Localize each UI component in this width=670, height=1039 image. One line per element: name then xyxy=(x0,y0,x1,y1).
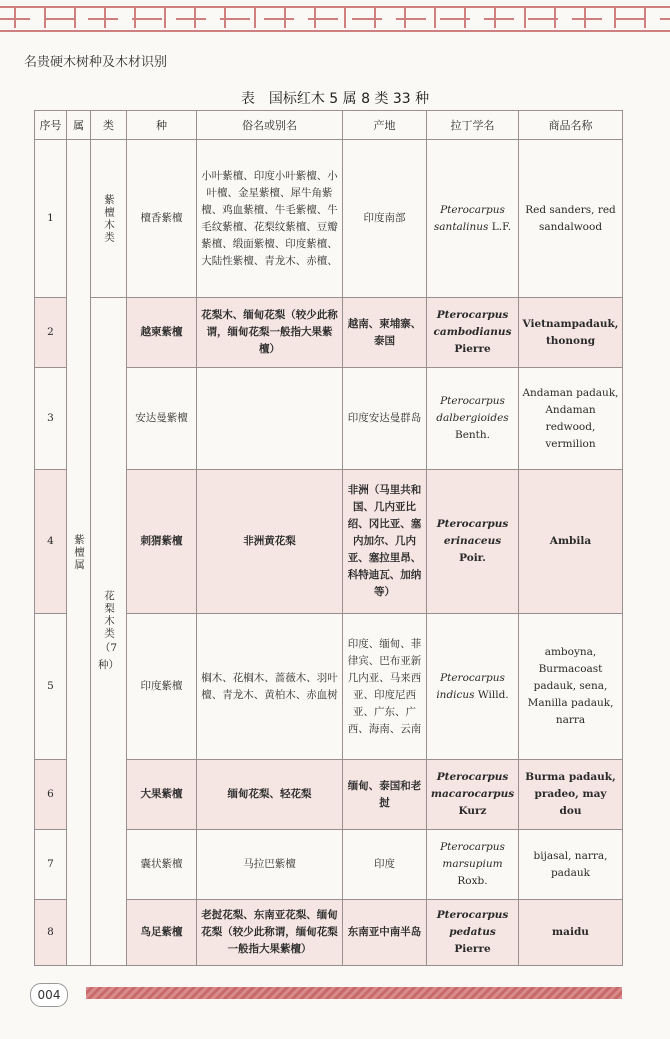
table-row xyxy=(35,140,623,298)
latin-cell: Pterocarpus indicus Willd. xyxy=(427,614,519,760)
latin-cell: Pterocarpus cambodianus Pierre xyxy=(427,298,519,368)
page-number: 004 xyxy=(30,983,68,1007)
trade-cell: Ambila xyxy=(519,470,623,614)
col-header-species: 种 xyxy=(127,111,197,140)
table-header-row xyxy=(35,111,623,140)
row-no: 1 xyxy=(35,140,67,298)
col-header-genus: 属 xyxy=(67,111,91,140)
col-header-alias: 俗名或别名 xyxy=(197,111,343,140)
latin-cell: Pterocarpus marsupium Roxb. xyxy=(427,830,519,900)
species-cell: 大果紫檀 xyxy=(127,760,197,830)
trade-cell: Burma padauk, pradeo, may dou xyxy=(519,760,623,830)
col-header-class: 类 xyxy=(91,111,127,140)
species-cell: 印度紫檀 xyxy=(127,614,197,760)
alias-cell: 缅甸花梨、轻花梨 xyxy=(197,760,343,830)
species-cell: 安达曼紫檀 xyxy=(127,368,197,470)
class-count: （7种） xyxy=(98,641,119,671)
row-no: 5 xyxy=(35,614,67,760)
row-no: 6 xyxy=(35,760,67,830)
row-no: 3 xyxy=(35,368,67,470)
alias-cell: 花梨木、缅甸花梨（较少此称谓，缅甸花梨一般指大果紫檀） xyxy=(197,298,343,368)
decorative-fret-border xyxy=(0,0,670,36)
row-no: 7 xyxy=(35,830,67,900)
trade-cell: Andaman padauk, Andaman redwood, vermilion xyxy=(519,368,623,470)
genus-cell xyxy=(67,140,91,966)
rosewood-table xyxy=(34,110,623,966)
species-cell: 囊状紫檀 xyxy=(127,830,197,900)
species-cell: 刺猬紫檀 xyxy=(127,470,197,614)
origin-cell: 印度、缅甸、菲律宾、巴布亚新几内亚、马来西亚、印度尼西亚、广东、广西、海南、云南 xyxy=(343,614,427,760)
col-header-origin: 产地 xyxy=(343,111,427,140)
species-cell: 越柬紫檀 xyxy=(127,298,197,368)
alias-cell: 老挝花梨、东南亚花梨、缅甸花梨（较少此称谓，缅甸花梨一般指大果紫檀） xyxy=(197,900,343,966)
latin-cell: Pterocarpus dalbergioides Benth. xyxy=(427,368,519,470)
origin-cell: 印度南部 xyxy=(343,140,427,298)
col-header-no: 序号 xyxy=(35,111,67,140)
trade-cell: amboyna, Burmacoast padauk, sena, Manilla padauk, narra xyxy=(519,614,623,760)
class-label-2: 花梨木类 xyxy=(103,589,115,640)
footer-decorative-band xyxy=(86,987,622,999)
origin-cell: 印度安达曼群岛 xyxy=(343,368,427,470)
origin-cell: 印度 xyxy=(343,830,427,900)
species-cell: 鸟足紫檀 xyxy=(127,900,197,966)
origin-cell: 非洲（马里共和国、几内亚比绍、冈比亚、塞内加尔、几内亚、塞拉里昂、科特迪瓦、加纳等） xyxy=(343,470,427,614)
genus-label: 紫檀属 xyxy=(73,533,85,572)
alias-cell: 榈木、花榈木、蔷薇木、羽叶檀、青龙木、黄柏木、赤血树 xyxy=(197,614,343,760)
row-no: 8 xyxy=(35,900,67,966)
trade-cell: bijasal, narra, padauk xyxy=(519,830,623,900)
alias-cell xyxy=(197,368,343,470)
trade-cell: Vietnampadauk, thonong xyxy=(519,298,623,368)
origin-cell: 缅甸、泰国和老挝 xyxy=(343,760,427,830)
alias-cell: 小叶紫檀、印度小叶紫檀、小叶檀、金星紫檀、犀牛角紫檀、鸡血紫檀、牛毛紫檀、牛毛纹紫檀、花梨纹紫檀、豆瓣紫檀、缎面紫檀、印度紫檀、大陆性紫檀、青龙木、赤檀、 xyxy=(197,140,343,298)
latin-cell: Pterocarpus santalinus L.F. xyxy=(427,140,519,298)
latin-cell: Pterocarpus pedatus Pierre xyxy=(427,900,519,966)
row-no: 2 xyxy=(35,298,67,368)
class-label-1: 紫檀木类 xyxy=(103,193,115,244)
alias-cell: 马拉巴紫檀 xyxy=(197,830,343,900)
col-header-latin: 拉丁学名 xyxy=(427,111,519,140)
origin-cell: 越南、柬埔寨、泰国 xyxy=(343,298,427,368)
running-title: 名贵硬木树种及木材识别 xyxy=(24,55,168,70)
alias-cell: 非洲黄花梨 xyxy=(197,470,343,614)
origin-cell: 东南亚中南半岛 xyxy=(343,900,427,966)
col-header-trade: 商品名称 xyxy=(519,111,623,140)
species-cell: 檀香紫檀 xyxy=(127,140,197,298)
class-cell xyxy=(91,298,127,966)
table-caption: 表 国标红木 5 属 8 类 33 种 xyxy=(240,91,430,107)
table-row xyxy=(35,298,623,368)
class-cell xyxy=(91,140,127,298)
row-no: 4 xyxy=(35,470,67,614)
latin-cell: Pterocarpus macarocarpus Kurz xyxy=(427,760,519,830)
trade-cell: Red sanders, red sandalwood xyxy=(519,140,623,298)
trade-cell: maidu xyxy=(519,900,623,966)
latin-cell: Pterocarpus erinaceus Poir. xyxy=(427,470,519,614)
